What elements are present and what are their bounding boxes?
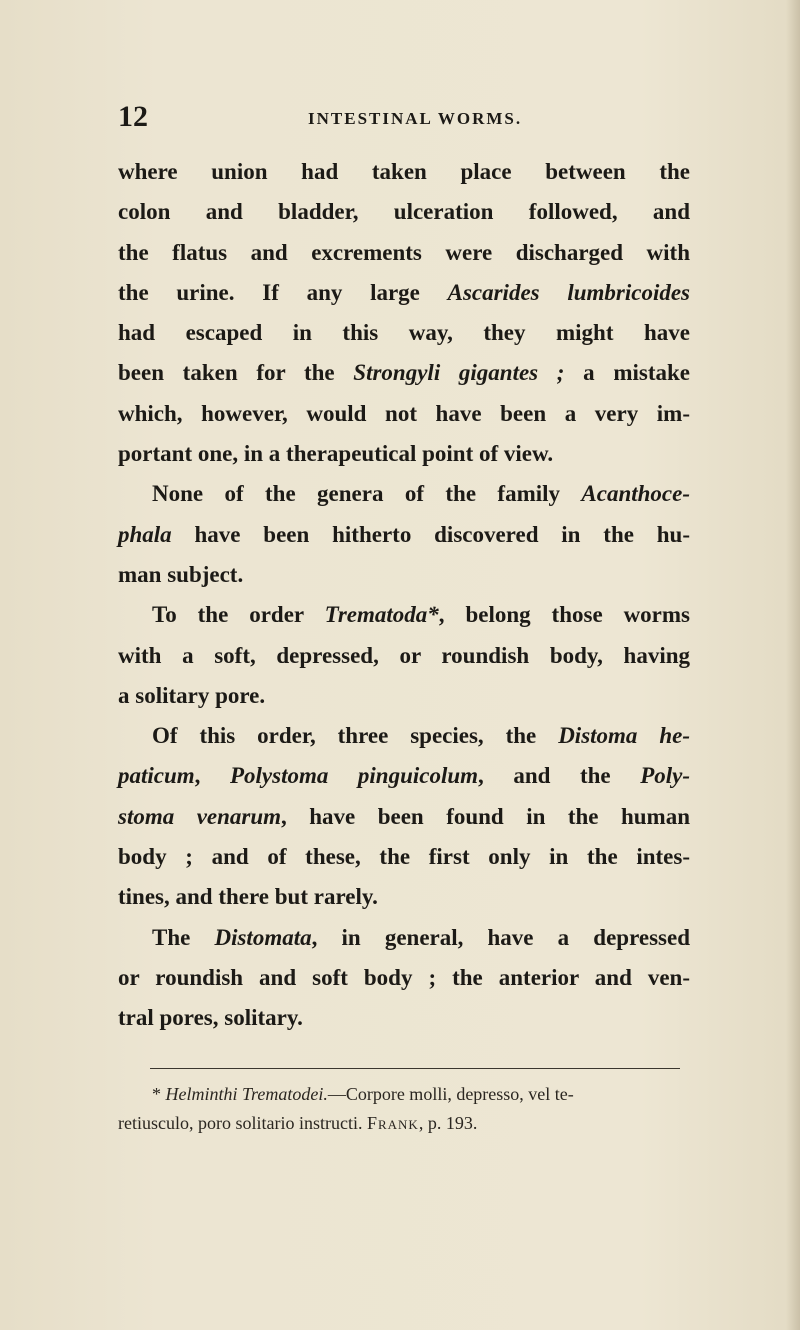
text-line: colon and bladder, ulceration followed, and — [118, 199, 690, 225]
running-title: INTESTINAL WORMS. — [308, 109, 523, 128]
text-line: with a soft, depressed, or roundish body, having — [118, 642, 690, 668]
text-line — [118, 797, 690, 837]
taxon-name: stoma venarum — [118, 803, 282, 829]
text-line: which, however, would not have been a very im- — [118, 400, 690, 426]
footnote-line — [118, 1080, 690, 1109]
footnote-line — [118, 1109, 690, 1138]
footnote-marker: * — [152, 1084, 166, 1104]
taxon-name: Ascarides lumbricoides — [447, 279, 690, 305]
text-run: The — [152, 924, 215, 950]
taxon-name: Distomata — [214, 924, 312, 950]
text-run: , belong those worms — [438, 602, 690, 628]
taxon-name: Distoma he- — [558, 723, 690, 749]
text-line — [118, 515, 690, 555]
text-line: tral pores, solitary. — [118, 1005, 303, 1031]
text-line: or roundish and soft body ; the anterior and ven- — [118, 964, 690, 990]
taxon-name: Acanthoce- — [581, 481, 690, 507]
text-run: None of the genera of the family — [152, 481, 582, 507]
text-line — [118, 273, 690, 313]
text-line: where union had taken place between the — [118, 159, 690, 184]
text-run: , in general, have a depressed — [311, 924, 690, 950]
text-line — [118, 474, 690, 514]
text-run: a mistake — [564, 360, 690, 386]
footnote-rule — [150, 1068, 680, 1069]
footnote-term: Helminthi Trematodei. — [165, 1084, 328, 1104]
text-line: a solitary pore. — [118, 682, 266, 708]
page-edge-shadow — [786, 0, 800, 1330]
text-run: Of this order, three species, the — [152, 723, 559, 749]
taxon-name: Trematoda* — [324, 602, 439, 628]
text-line: body ; and of these, the first only in the intes- — [118, 844, 690, 870]
taxon-name: phala — [118, 521, 172, 547]
text-run: been taken for the — [118, 360, 354, 386]
taxon-name: Polystoma pinguicolum — [229, 763, 479, 789]
taxon-name: Strongyli gigantes ; — [353, 360, 565, 386]
text-run: , — [194, 763, 230, 789]
text-run: , have been found in the human — [281, 803, 690, 829]
page-header — [118, 100, 718, 140]
page-number: 12 — [118, 100, 148, 133]
text-run: the urine. If any large — [118, 279, 448, 305]
taxon-name: Poly- — [640, 763, 690, 789]
text-line: man subject. — [118, 561, 244, 587]
text-line — [118, 716, 690, 756]
text-line: portant one, in a therapeutical point of view. — [118, 441, 554, 467]
body-text — [118, 152, 690, 1039]
text-run: retiusculo, poro solitario instructi. — [118, 1113, 367, 1133]
text-line — [118, 595, 690, 635]
text-line: had escaped in this way, they might have — [118, 320, 690, 346]
text-line — [118, 353, 690, 393]
text-run: , and the — [478, 763, 641, 789]
text-line — [118, 756, 690, 796]
taxon-name: paticum — [118, 763, 195, 789]
text-line: tines, and there but rarely. — [118, 884, 378, 910]
footnote — [118, 1080, 690, 1138]
text-run: To the order — [152, 602, 325, 628]
text-line: the flatus and excrements were discharged with — [118, 239, 690, 265]
text-line — [118, 918, 690, 958]
text-run: , p. 193. — [418, 1113, 478, 1133]
text-run: —Corpore molli, depresso, vel te- — [327, 1084, 574, 1104]
footnote-author: Frank — [366, 1113, 419, 1133]
text-run: have been hitherto discovered in the hu- — [171, 521, 690, 547]
